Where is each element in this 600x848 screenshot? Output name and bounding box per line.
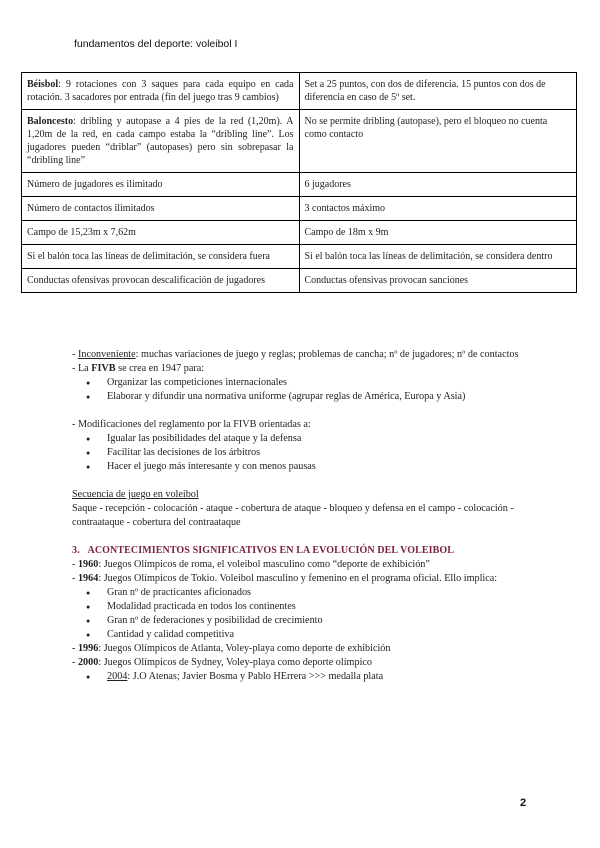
table-cell-right: Set a 25 puntos, con dos de diferencia. 15 puntos con dos de diferencia en caso de 5º set. [299,73,577,110]
list-item: ● Igualar las posibilidades del ataque y la defensa [72,432,542,446]
page-number: 2 [520,797,527,809]
fivb-note: - La FIVB se crea en 1947 para: [72,363,205,374]
event-2000: - 2000: Juegos Olímpicos de Sydney, Voley-playa como deporte olímpico [72,657,373,668]
table-row [22,110,577,173]
sequence-text: Saque - recepción - colocación - ataque - cobertura de ataque - bloqueo y defensa en el campo - colocación - contraataque - cobertura del contraataque [72,503,514,528]
table-cell-right: Si el balón toca las líneas de delimitación, se considera dentro [299,245,577,269]
table-row [22,173,577,197]
table-cell-left: Número de contactos ilimitados [22,197,300,221]
table-cell-right: No se permite dribling (autopase), pero el bloqueo no cuenta como contacto [299,110,577,173]
event-1964: - 1964: Juegos Olímpicos de Tokio. Voleibol masculino y femenino en el programa oficial. Ello implica: [72,573,498,584]
table-row [22,269,577,293]
table-cell-right: 3 contactos máximo [299,197,577,221]
document-body [72,348,542,684]
table-row [22,73,577,110]
list-item: ● Gran nº de practicantes aficionados [72,586,542,600]
section-heading: 3. ACONTECIMIENTOS SIGNIFICATIVOS EN LA EVOLUCIÓN DEL VOLEIBOL [72,545,455,556]
list-item: ● Organizar las competiciones internacionales [72,376,542,390]
table-cell-left: Béisbol: 9 rotaciones con 3 saques para cada equipo en cada rotación. 3 sacadores por entrada (fin del juego tras 9 cambios) [22,73,300,110]
list-item: ● Elaborar y difundir una normativa uniforme (agrupar reglas de América, Europa y Asia) [72,390,542,404]
inconvenience-note: - Inconveniente: muchas variaciones de juego y reglas; problemas de cancha; nº de jugadores; nº de contactos [72,349,519,360]
list-item: ● Gran nº de federaciones y posibilidad de crecimiento [72,614,542,628]
table-row [22,221,577,245]
table-cell-left: Baloncesto: dribling y autopase a 4 pies de la red (1,20m). A 1,20m de la red, en cada campo estaba la “dribling line”. Los jugadores pueden “driblar” (autopases) pero sin sobrepasar la “dribling line” [22,110,300,173]
modifications-list [72,432,542,474]
modifications-note: - Modificaciones del reglamento por la FIVB orientadas a: [72,419,311,430]
document-header: fundamentos del deporte: voleibol I [74,38,238,50]
event-2004-list [72,670,542,684]
table-row [22,197,577,221]
table-cell-left: Campo de 15,23m x 7,62m [22,221,300,245]
table-cell-right: Campo de 18m x 9m [299,221,577,245]
fivb-list [72,376,542,404]
list-item: ● Facilitar las decisiones de los árbitros [72,446,542,460]
table-cell-right: Conductas ofensivas provocan sanciones [299,269,577,293]
list-item: ● Hacer el juego más interesante y con menos pausas [72,460,542,474]
list-item: ● 2004: J.O Atenas; Javier Bosma y Pablo HErrera >>> medalla plata [72,670,542,684]
event-1960: - 1960: Juegos Olímpicos de roma, el voleibol masculino como “deporte de exhibición” [72,559,430,570]
table-cell-left: Conductas ofensivas provocan descalificación de jugadores [22,269,300,293]
sequence-title: Secuencia de juego en voleibol [72,489,199,500]
event-1996: - 1996: Juegos Olímpicos de Atlanta, Voley-playa como deporte de exhibición [72,643,391,654]
list-item: ● Modalidad practicada en todos los continentes [72,600,542,614]
event-1964-list [72,586,542,642]
table-cell-left: Si el balón toca las líneas de delimitación, se considera fuera [22,245,300,269]
table-cell-right: 6 jugadores [299,173,577,197]
list-item: ● Cantidad y calidad competitiva [72,628,542,642]
table-cell-left: Número de jugadores es ilimitado [22,173,300,197]
table-row [22,245,577,269]
comparison-table [21,72,577,293]
